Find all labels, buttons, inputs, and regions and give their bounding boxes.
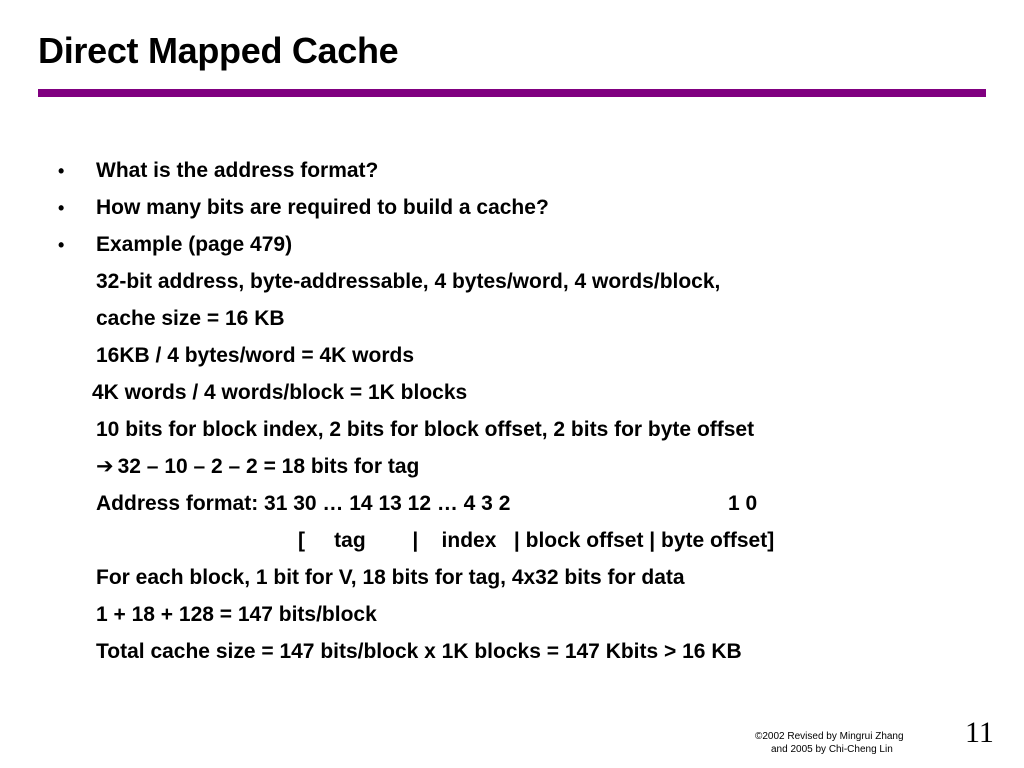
footer-credit: [755, 730, 904, 756]
tag-bits-text: 32 – 10 – 2 – 2 = 18 bits for tag: [117, 455, 420, 478]
slide-title: Direct Mapped Cache: [38, 30, 399, 71]
right-arrow-icon: ➔: [96, 455, 114, 478]
credit-line-1: ©2002 Revised by Mingrui Zhang: [755, 731, 904, 742]
example-line-bits-per-block: 1 + 18 + 128 = 147 bits/block: [96, 603, 377, 626]
page-number: 11: [965, 716, 994, 749]
bullet-item-example: Example (page 479): [96, 233, 293, 256]
example-line-total-size: Total cache size = 147 bits/block x 1K blocks = 147 Kbits > 16 KB: [96, 640, 742, 663]
bullet-item-address-format: What is the address format?: [96, 159, 379, 182]
example-line-address-spec: 32-bit address, byte-addressable, 4 bytes/word, 4 words/block,: [96, 270, 721, 293]
example-line-cache-size: cache size = 16 KB: [96, 307, 285, 330]
credit-line-2: and 2005 by Chi-Cheng Lin: [771, 744, 893, 755]
example-line-address-format: Address format: 31 30 … 14 13 12 … 4 3 2: [96, 492, 511, 515]
bullet-icon: •: [58, 235, 65, 255]
example-line-blocks: 4K words / 4 words/block = 1K blocks: [92, 381, 468, 404]
example-line-tag-bits: [96, 455, 419, 479]
title-divider: [38, 89, 986, 97]
bullet-item-bits-required: How many bits are required to build a cache?: [96, 196, 549, 219]
example-line-address-format-low-bits: 1 0: [728, 492, 758, 515]
example-line-bit-breakdown: 10 bits for block index, 2 bits for block offset, 2 bits for byte offset: [96, 418, 755, 441]
example-line-words: 16KB / 4 bytes/word = 4K words: [96, 344, 415, 367]
address-field-layout: [ tag | index | block offset | byte offset]: [298, 529, 775, 552]
bullet-icon: •: [58, 198, 65, 218]
bullet-icon: •: [58, 161, 65, 181]
example-line-block-contents: For each block, 1 bit for V, 18 bits for tag, 4x32 bits for data: [96, 566, 685, 589]
